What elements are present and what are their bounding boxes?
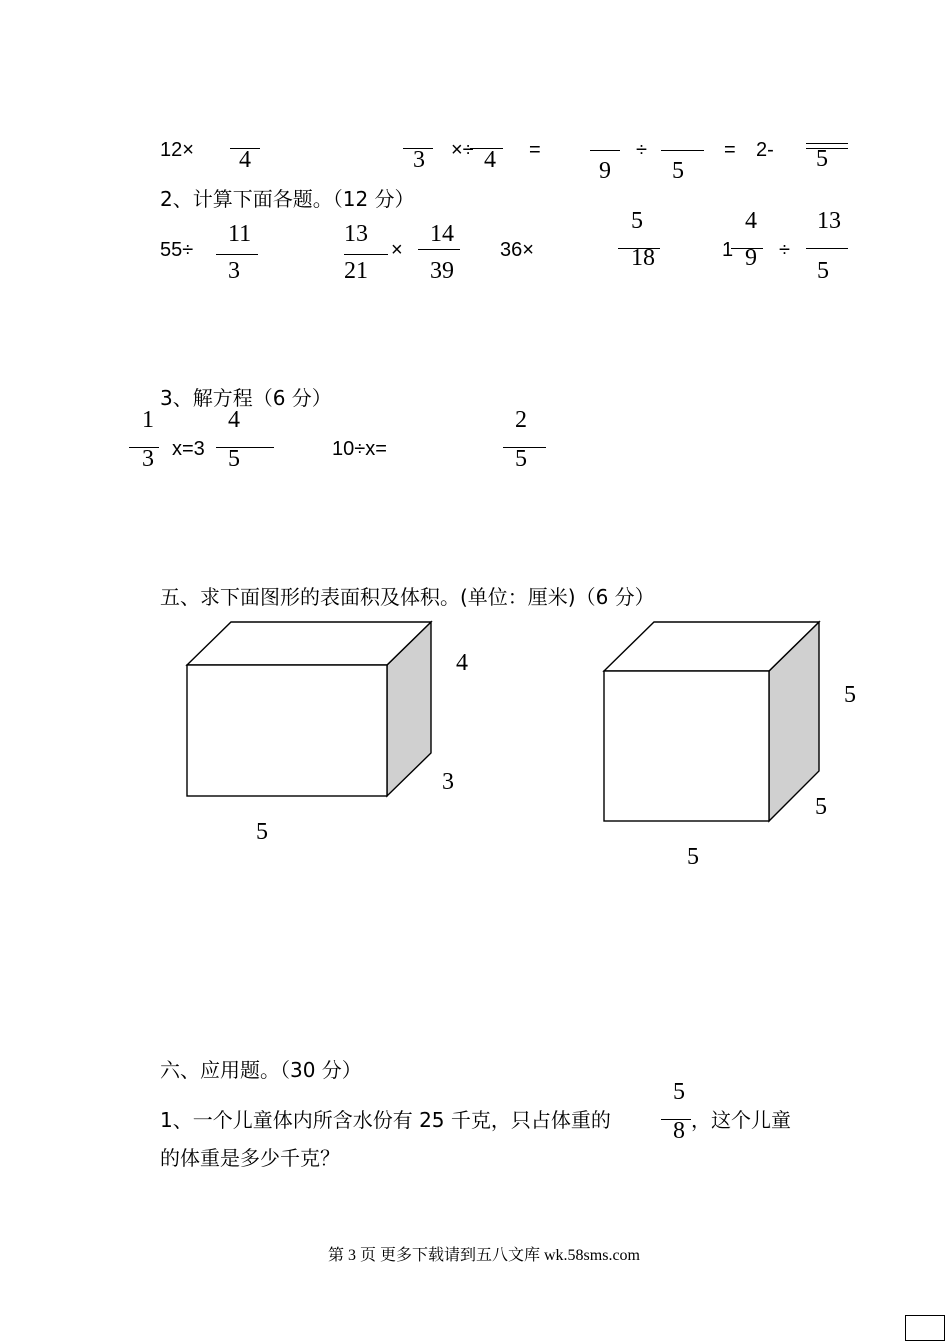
numerator: 5	[631, 208, 643, 234]
operator: ×	[391, 239, 403, 261]
section-3-title: 3、解方程（6 分）	[160, 386, 332, 410]
denominator: 5	[672, 158, 684, 184]
numerator: 4	[745, 208, 757, 234]
operator: ÷	[779, 239, 790, 261]
question-1-text-cont: ，这个儿童	[691, 1108, 791, 1132]
cuboid-1-height-label: 4	[456, 650, 468, 676]
numerator: 5	[673, 1079, 685, 1105]
equation-part: x=3	[172, 438, 205, 460]
page-footer: 第 3 页 更多下载请到五八文库 wk.58sms.com	[328, 1247, 641, 1264]
numerator: 14	[430, 221, 454, 247]
numerator: 13	[817, 208, 841, 234]
expr-55-div: 55÷	[160, 239, 194, 261]
operator: ×÷	[451, 139, 474, 161]
question-1-text-line2: 的体重是多少千克？	[160, 1146, 340, 1170]
denominator: 4	[239, 147, 251, 173]
numerator: 2	[515, 407, 527, 433]
question-1-text: 1、一个儿童体内所含水份有 25 千克，只占体重的	[160, 1108, 611, 1132]
denominator: 9	[599, 158, 611, 184]
cuboid-1-depth-label: 3	[442, 769, 454, 795]
denominator: 3	[142, 446, 154, 472]
cube-2-height-label: 5	[844, 682, 856, 708]
denominator: 5	[515, 446, 527, 472]
denominator: 8	[673, 1118, 685, 1144]
denominator: 5	[816, 146, 828, 172]
cuboid-1-length-label: 5	[256, 819, 268, 845]
expr-1: 1	[722, 239, 734, 261]
numerator: 11	[228, 221, 252, 247]
denominator: 3	[228, 258, 240, 284]
cube-2-front-face	[604, 671, 769, 821]
operator: ÷	[636, 139, 647, 161]
page-corner-box	[905, 1315, 945, 1341]
denominator: 21	[344, 258, 368, 284]
equation-10-div-x: 10÷x=	[332, 438, 387, 460]
cube-2-depth-label: 5	[815, 794, 827, 820]
section-6-title: 六、应用题。（30 分）	[160, 1058, 362, 1082]
section-2-title: 2、计算下面各题。（12 分）	[160, 187, 415, 211]
denominator: 39	[430, 258, 454, 284]
section-5-title: 五、求下面图形的表面积及体积。(单位：厘米)（6 分）	[160, 585, 655, 609]
numerator: 1	[142, 407, 154, 433]
expr-2-minus: 2-	[756, 139, 774, 161]
equals-sign: =	[529, 139, 541, 161]
expr-36x: 36×	[500, 239, 534, 261]
numerator: 4	[228, 407, 240, 433]
expr-12x: 12×	[160, 139, 194, 161]
denominator: 18	[631, 245, 655, 271]
denominator: 4	[484, 147, 496, 173]
numerator: 13	[344, 221, 368, 247]
cube-2-length-label: 5	[687, 844, 699, 870]
denominator: 3	[413, 147, 425, 173]
denominator: 9	[745, 245, 757, 271]
denominator: 5	[817, 258, 829, 284]
equals-sign: =	[724, 139, 736, 161]
denominator: 5	[228, 446, 240, 472]
